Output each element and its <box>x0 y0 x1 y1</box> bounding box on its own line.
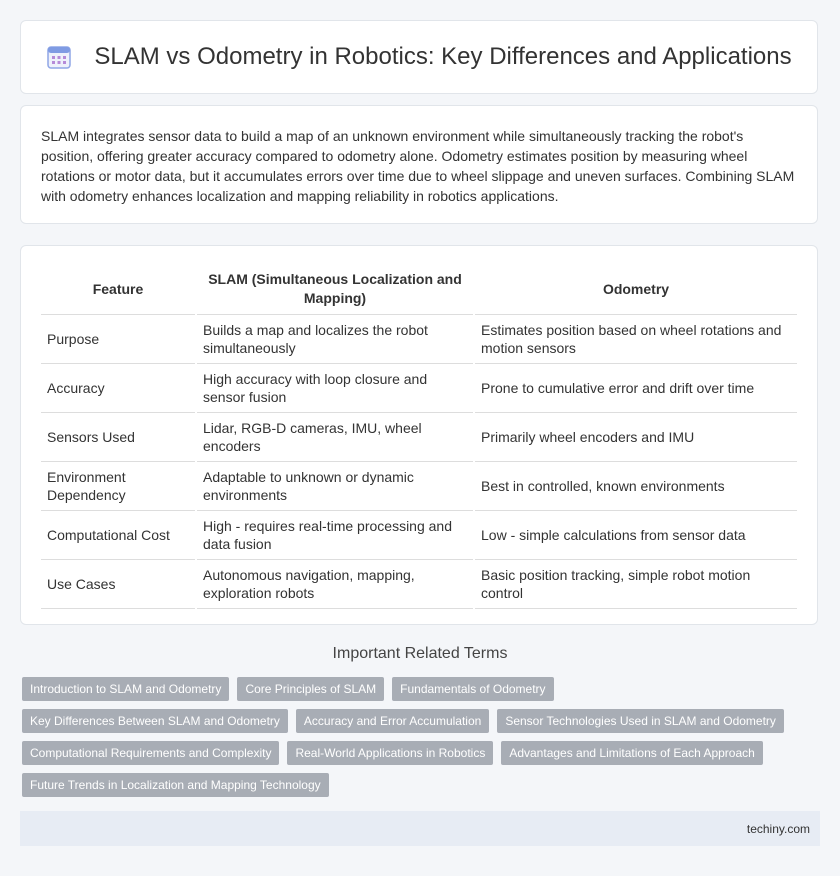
row-odometry: Primarily wheel encoders and IMU <box>474 413 797 462</box>
related-term-tag[interactable]: Real-World Applications in Robotics <box>287 741 493 765</box>
header-card <box>20 20 818 94</box>
comparison-table <box>41 264 797 609</box>
intro-text: SLAM integrates sensor data to build a map of an unknown environment while simultaneously tracking the robot's position, offering greater accuracy compared to odometry alone. Odometry estimates position by measuring wheel rotations or motor data, but it accumulates errors over time due to wheel slippage and uneven surfaces. Combining SLAM with odometry enhances localization and mapping reliability in robotics applications. <box>41 128 795 204</box>
row-feature: Computational Cost <box>41 511 196 560</box>
table-row <box>41 560 797 609</box>
intro-card <box>20 105 818 224</box>
table-row <box>41 511 797 560</box>
related-term-tag[interactable]: Advantages and Limitations of Each Approach <box>501 741 763 765</box>
header-slam: SLAM (Simultaneous Localization and Mapping) <box>196 264 474 315</box>
related-term-tag[interactable]: Introduction to SLAM and Odometry <box>22 677 229 701</box>
footer-brand-link[interactable]: techiny.com <box>746 821 810 836</box>
related-term-tag[interactable]: Fundamentals of Odometry <box>392 677 553 701</box>
row-feature: Environment Dependency <box>41 462 196 511</box>
table-row <box>41 364 797 413</box>
row-odometry: Estimates position based on wheel rotations and motion sensors <box>474 315 797 364</box>
row-feature: Accuracy <box>41 364 196 413</box>
related-term-tag[interactable]: Accuracy and Error Accumulation <box>296 709 489 733</box>
related-terms-list <box>22 677 812 805</box>
calendar-icon <box>46 44 72 70</box>
row-odometry: Basic position tracking, simple robot motion control <box>474 560 797 609</box>
related-term-tag[interactable]: Core Principles of SLAM <box>237 677 384 701</box>
table-row <box>41 462 797 511</box>
row-odometry: Low - simple calculations from sensor data <box>474 511 797 560</box>
header-feature: Feature <box>41 264 196 315</box>
related-term-tag[interactable]: Future Trends in Localization and Mapping Technology <box>22 773 329 797</box>
row-slam: Builds a map and localizes the robot simultaneously <box>196 315 474 364</box>
row-slam: Autonomous navigation, mapping, exploration robots <box>196 560 474 609</box>
row-odometry: Best in controlled, known environments <box>474 462 797 511</box>
row-slam: High - requires real-time processing and data fusion <box>196 511 474 560</box>
related-term-tag[interactable]: Sensor Technologies Used in SLAM and Odometry <box>497 709 784 733</box>
comparison-card <box>20 245 818 625</box>
table-row <box>41 315 797 364</box>
related-terms-title: Important Related Terms <box>332 645 508 662</box>
footer <box>20 811 820 846</box>
table-row <box>41 413 797 462</box>
related-term-tag[interactable]: Computational Requirements and Complexity <box>22 741 279 765</box>
row-slam: Lidar, RGB-D cameras, IMU, wheel encoders <box>196 413 474 462</box>
row-feature: Use Cases <box>41 560 196 609</box>
row-feature: Sensors Used <box>41 413 196 462</box>
row-slam: High accuracy with loop closure and sensor fusion <box>196 364 474 413</box>
header-odometry: Odometry <box>474 264 797 315</box>
row-feature: Purpose <box>41 315 196 364</box>
row-odometry: Prone to cumulative error and drift over time <box>474 364 797 413</box>
table-header-row <box>41 264 797 315</box>
page-title: SLAM vs Odometry in Robotics: Key Differences and Applications <box>94 43 792 70</box>
row-slam: Adaptable to unknown or dynamic environments <box>196 462 474 511</box>
related-term-tag[interactable]: Key Differences Between SLAM and Odometry <box>22 709 288 733</box>
